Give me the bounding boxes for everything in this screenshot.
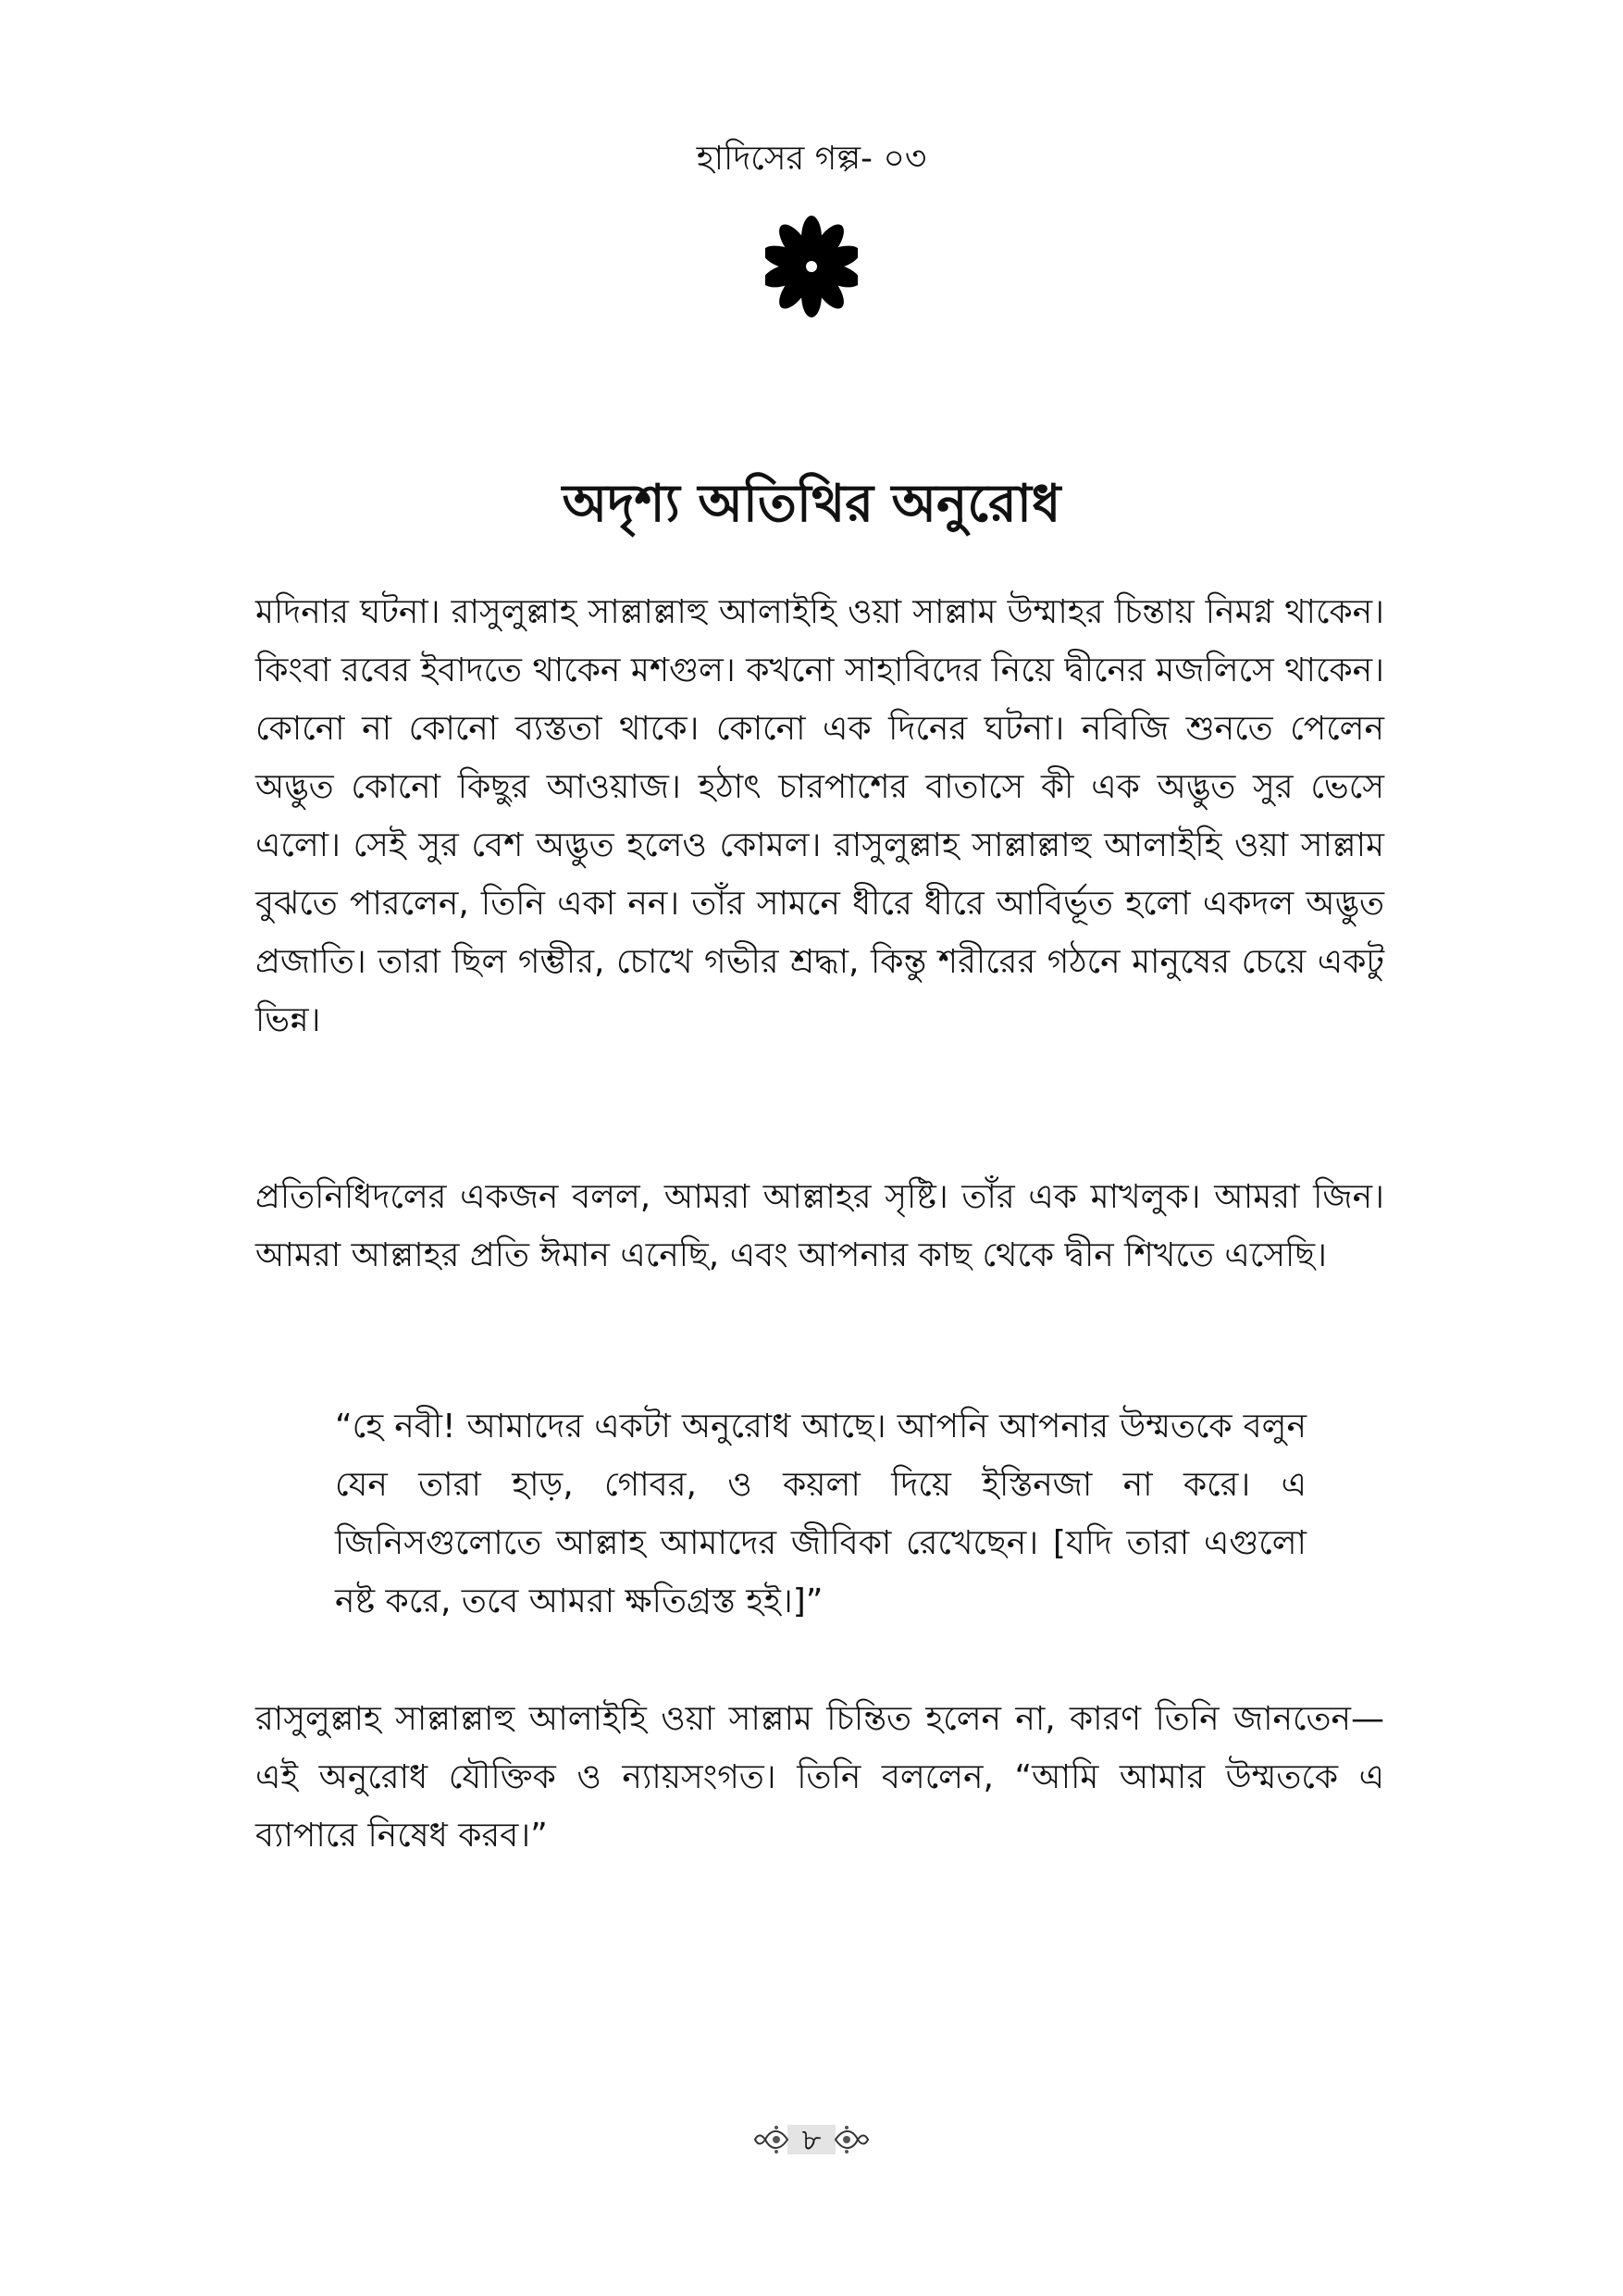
flower-ornament-icon <box>765 211 858 322</box>
page-number-badge <box>752 2119 871 2160</box>
jinn-request-quote: “হে নবী! আমাদের একটা অনুরোধ আছে। আপনি আপনার উম্মতকে বলুন যেন তারা হাড়, গোবর, ও কয়লা দিয়ে ইস্তিনজা না করে। এ জিনিসগুলোতে আল্লাহ আমাদের জীবিকা রেখেছেন। [যদি তারা এগুলো নষ্ট করে, তবে আমরা ক্ষতিগ্রস্ত হই।]” <box>335 1408 1307 1620</box>
running-header: হাদিসের গল্প- ০৩ <box>696 140 927 178</box>
body-paragraph-1: মদিনার ঘটনা। রাসুলুল্লাহ সাল্লাল্লাহু আলাইহি ওয়া সাল্লাম উম্মাহর চিন্তায় নিমগ্ন থাকেন। কিংবা রবের ইবাদতে থাকেন মশগুল। কখনো সাহাবিদের নিয়ে দ্বীনের মজলিসে থাকেন। কোনো না কোনো ব্যস্ততা থাকে। কোনো এক দিনের ঘটনা। নবিজি শুনতে পেলেন অদ্ভুত কোনো কিছুর আওয়াজ। হঠাৎ চারপাশের বাতাসে কী এক অদ্ভুত সুর ভেসে এলো। সেই সুর বেশ অদ্ভুত হলেও কোমল। রাসুলুল্লাহ সাল্লাল্লাহু আলাইহি ওয়া সাল্লাম বুঝতে পারলেন, তিনি একা নন। তাঁর সামনে ধীরে ধীরে আবির্ভূত হলো একদল অদ্ভুত প্রজাতি। তারা ছিল গম্ভীর, চোখে গভীর শ্রদ্ধা, কিন্তু শরীরের গঠনে মানুষের চেয়ে একটু ভিন্ন। <box>255 593 1384 1039</box>
body-paragraph-2: প্রতিনিধিদলের একজন বলল, আমরা আল্লাহর সৃষ্টি। তাঁর এক মাখলুক। আমরা জিন। আমরা আল্লাহর প্রতি ঈমান এনেছি, এবং আপনার কাছ থেকে দ্বীন শিখতে এসেছি। <box>255 1178 1384 1274</box>
page-number: ৮ <box>801 2122 822 2157</box>
chapter-title: অদৃশ্য অতিথির অনুরোধ <box>562 474 1061 534</box>
body-paragraph-3: রাসুলুল্লাহ সাল্লাল্লাহু আলাইহি ওয়া সাল্লাম চিন্তিত হলেন না, কারণ তিনি জানতেন—এই অনুরোধ যৌক্তিক ও ন্যায়সংগত। তিনি বললেন, “আমি আমার উম্মতকে এ ব্যাপারে নিষেধ করব।” <box>255 1700 1384 1855</box>
